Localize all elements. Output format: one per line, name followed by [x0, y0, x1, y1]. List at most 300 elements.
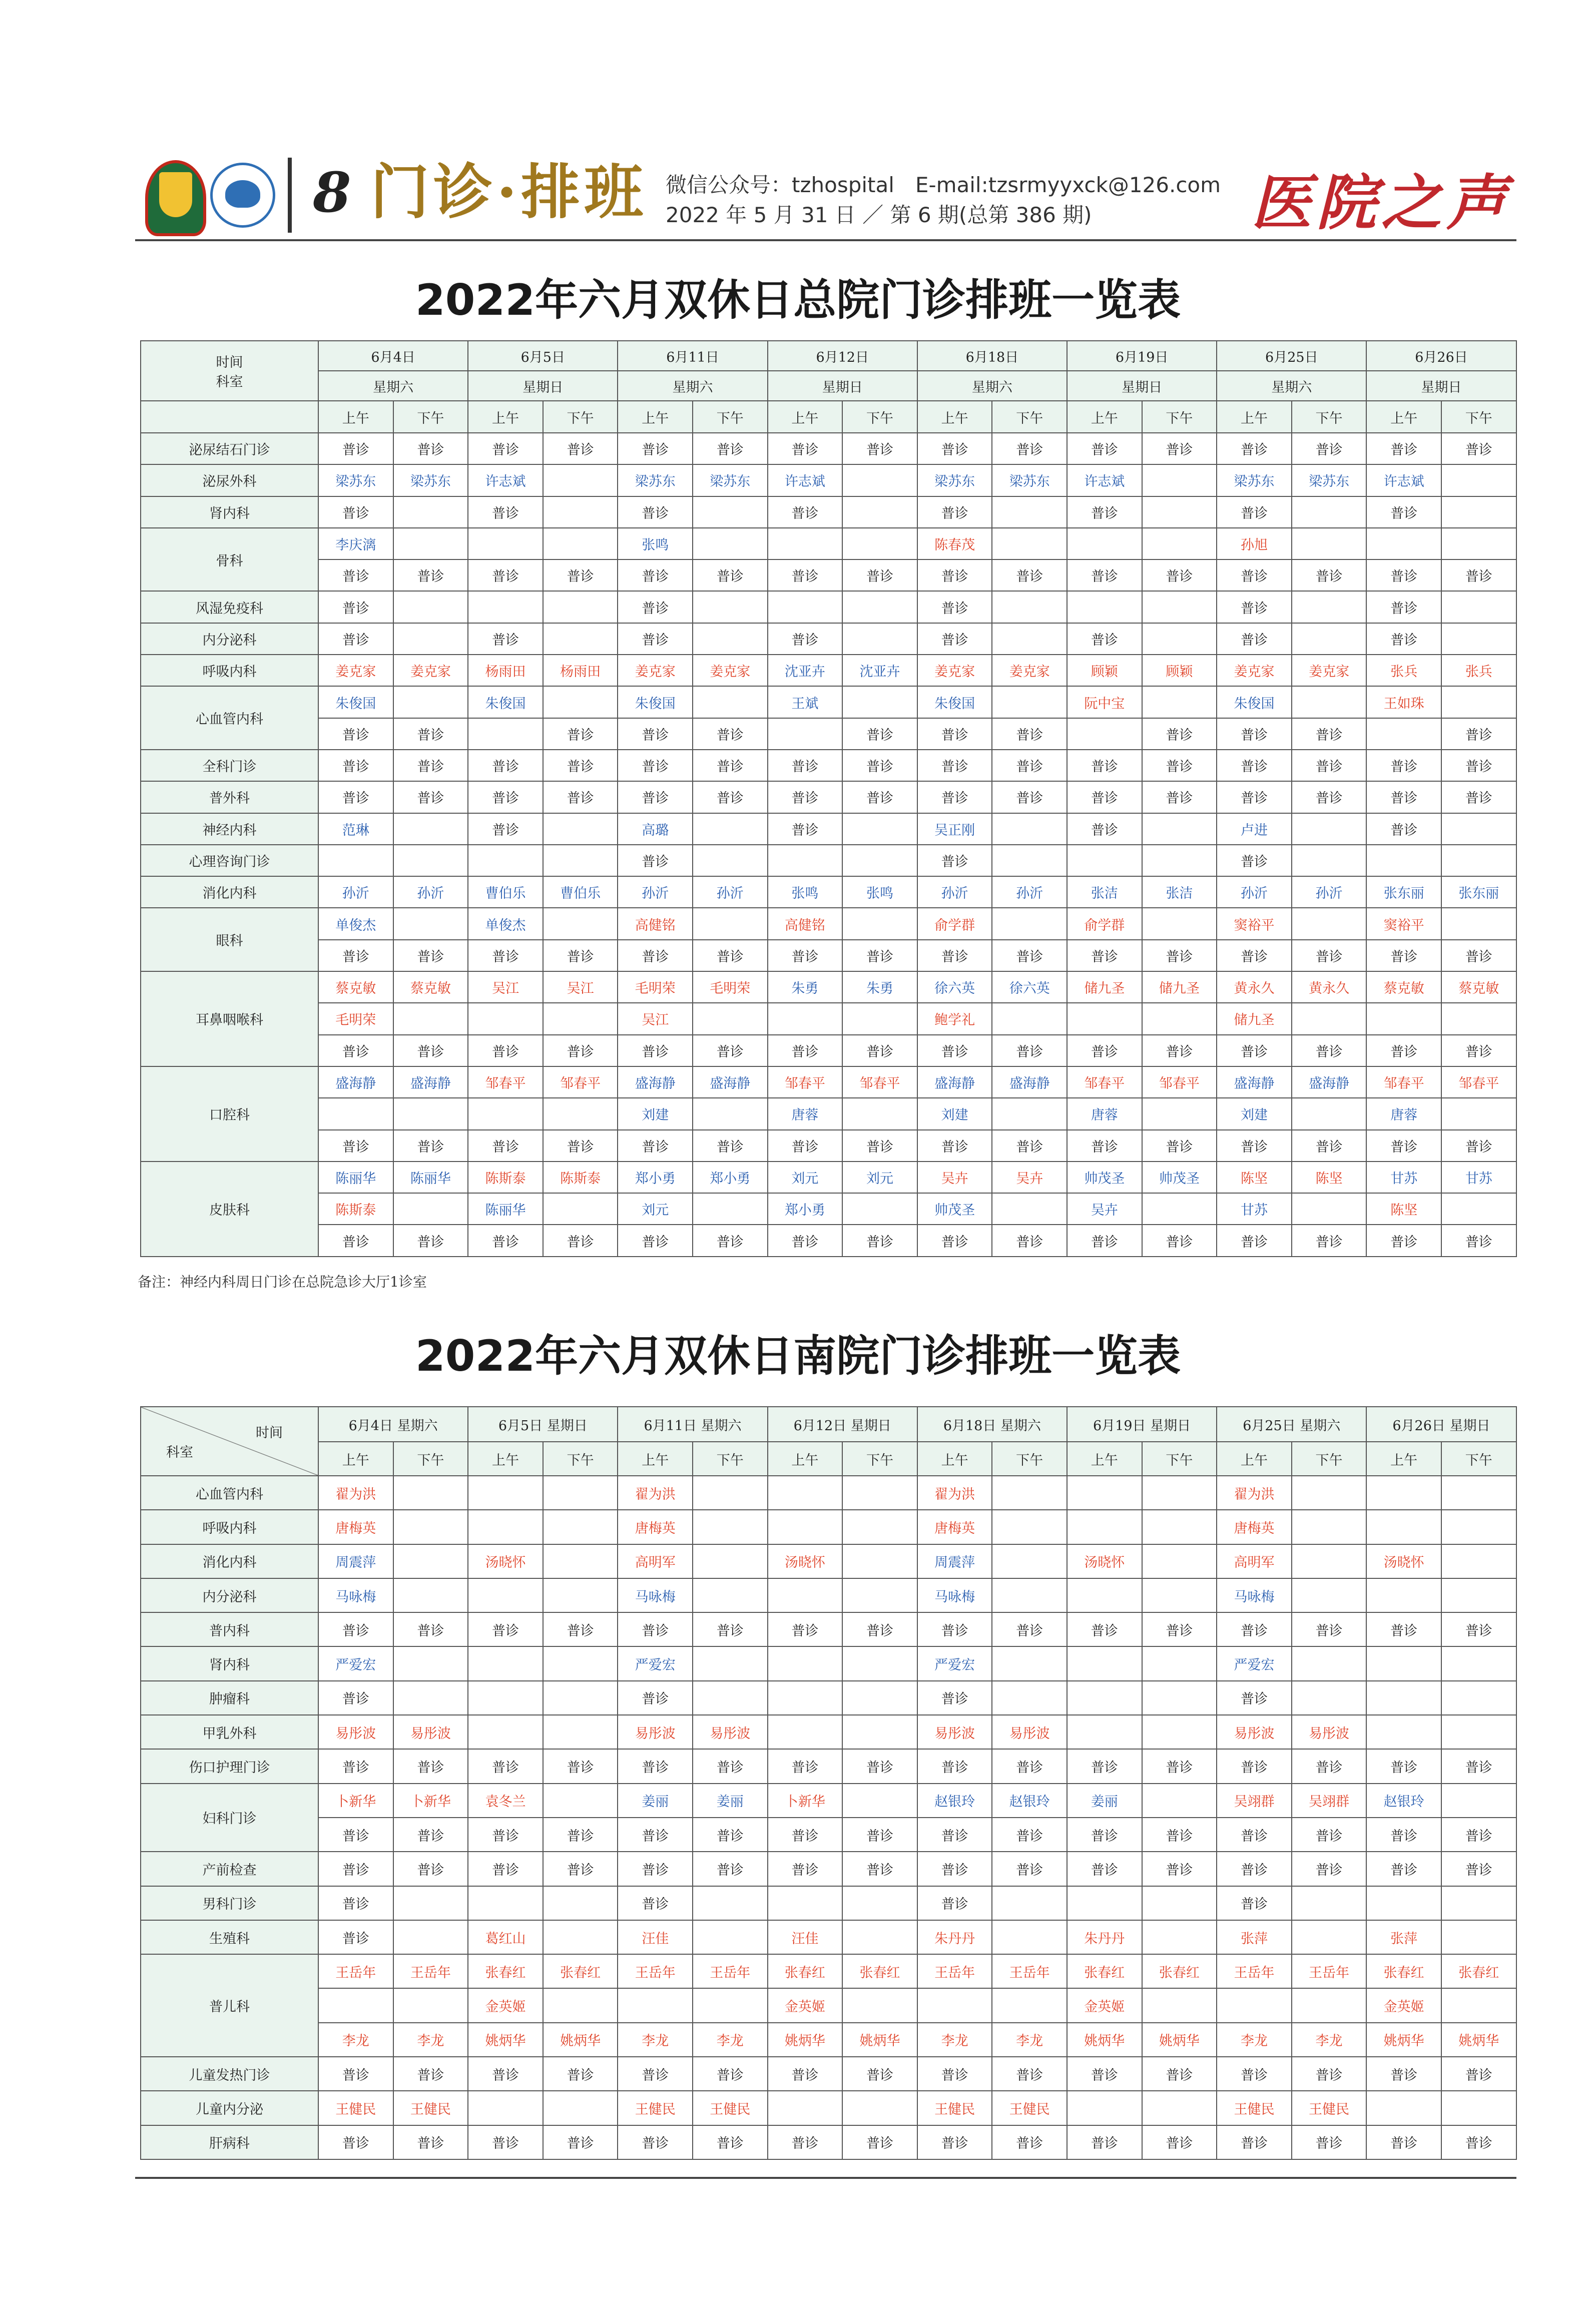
table-row: [141, 1715, 1516, 1749]
schedule-cell: 普诊: [1067, 1612, 1142, 1646]
schedule-cell: [1292, 1578, 1367, 1612]
schedule-cell: 张春红: [468, 1954, 543, 1988]
schedule-cell: 张鸣: [768, 876, 843, 908]
schedule-cell: [1441, 1003, 1516, 1034]
date-header: 6月5日: [468, 341, 618, 371]
schedule-cell: [543, 813, 618, 845]
schedule-cell: [768, 528, 843, 559]
schedule-cell: 姜克家: [318, 655, 393, 686]
schedule-cell: 普诊: [1142, 1225, 1217, 1256]
schedule-cell: 普诊: [318, 1130, 393, 1162]
schedule-cell: 普诊: [543, 1612, 618, 1646]
schedule-cell: 张东丽: [1441, 876, 1516, 908]
schedule-cell: [1441, 1193, 1516, 1225]
schedule-cell: 普诊: [1366, 1749, 1441, 1783]
table-row: [141, 1193, 1516, 1225]
schedule-cell: 杨雨田: [468, 655, 543, 686]
page-header: [135, 150, 1516, 240]
schedule-cell: 普诊: [1217, 559, 1292, 591]
schedule-cell: 普诊: [693, 559, 768, 591]
schedule-cell: 张春红: [768, 1954, 843, 1988]
schedule-cell: 徐六英: [992, 971, 1067, 1003]
schedule-cell: [842, 1920, 917, 1954]
schedule-cell: 梁苏东: [917, 464, 992, 496]
schedule-cell: 普诊: [1067, 1749, 1142, 1783]
hospital-badge-logo: [210, 163, 275, 228]
schedule-cell: [842, 623, 917, 655]
pm-header: 下午: [1292, 401, 1367, 433]
schedule-cell: 吴正刚: [917, 813, 992, 845]
footer-rule: [135, 2177, 1516, 2179]
schedule-cell: 普诊: [393, 2057, 468, 2091]
schedule-cell: 普诊: [618, 1035, 693, 1066]
corner-cell: [141, 1407, 318, 1476]
schedule-cell: [1217, 1988, 1292, 2022]
schedule-cell: 张春红: [1067, 1954, 1142, 1988]
schedule-cell: 卢进: [1217, 813, 1292, 845]
schedule-cell: 普诊: [1366, 623, 1441, 655]
schedule-cell: 普诊: [768, 623, 843, 655]
schedule-cell: 普诊: [992, 433, 1067, 464]
schedule-cell: [468, 1715, 543, 1749]
schedule-cell: [768, 1510, 843, 1544]
schedule-cell: 易彤波: [917, 1715, 992, 1749]
schedule-cell: 普诊: [992, 559, 1067, 591]
schedule-cell: 唐梅英: [917, 1510, 992, 1544]
schedule-cell: [992, 1578, 1067, 1612]
schedule-cell: 普诊: [1441, 718, 1516, 750]
schedule-cell: [693, 623, 768, 655]
schedule-cell: [1142, 2091, 1217, 2125]
schedule-cell: [1142, 496, 1217, 528]
schedule-cell: 普诊: [768, 781, 843, 813]
schedule-cell: [393, 813, 468, 845]
schedule-cell: 易彤波: [618, 1715, 693, 1749]
schedule-cell: [1366, 845, 1441, 876]
schedule-cell: 普诊: [842, 750, 917, 781]
schedule-cell: 盛海静: [693, 1066, 768, 1098]
schedule-cell: 陈丽华: [468, 1193, 543, 1225]
schedule-cell: [1142, 1003, 1217, 1034]
table-row: [141, 464, 1516, 496]
schedule-cell: [1292, 528, 1367, 559]
pm-header: 下午: [992, 401, 1067, 433]
schedule-cell: 普诊: [1217, 591, 1292, 623]
schedule-cell: 孙沂: [393, 876, 468, 908]
schedule-cell: 普诊: [393, 750, 468, 781]
schedule-cell: [1441, 1920, 1516, 1954]
schedule-cell: 普诊: [842, 1749, 917, 1783]
dept-cell: 风湿免疫科: [141, 591, 318, 623]
schedule-cell: 王岳年: [1217, 1954, 1292, 1988]
schedule-cell: 普诊: [992, 718, 1067, 750]
schedule-cell: 普诊: [468, 496, 543, 528]
am-header: 上午: [618, 401, 693, 433]
schedule-cell: 刘元: [842, 1162, 917, 1193]
schedule-cell: 郑小勇: [768, 1193, 843, 1225]
schedule-cell: [992, 1681, 1067, 1715]
schedule-cell: 普诊: [1292, 1852, 1367, 1886]
schedule-cell: 李龙: [917, 2023, 992, 2057]
schedule-cell: [543, 1784, 618, 1818]
schedule-cell: 蔡克敏: [393, 971, 468, 1003]
dept-cell: 消化内科: [141, 1544, 318, 1578]
schedule-cell: 陈斯泰: [318, 1193, 393, 1225]
schedule-cell: [1142, 1098, 1217, 1129]
schedule-cell: [1067, 1681, 1142, 1715]
schedule-cell: 李龙: [992, 2023, 1067, 2057]
dept-cell: 肾内科: [141, 1646, 318, 1680]
schedule-cell: 普诊: [1292, 750, 1367, 781]
dept-cell: 肿瘤科: [141, 1681, 318, 1715]
date-header: 6月12日: [768, 341, 917, 371]
dept-cell: 甲乳外科: [141, 1715, 318, 1749]
schedule-cell: 唐梅英: [618, 1510, 693, 1544]
schedule-cell: 王健民: [1292, 2091, 1367, 2125]
table-row: [141, 845, 1516, 876]
am-header: 上午: [768, 1442, 843, 1476]
schedule-cell: 甘苏: [1441, 1162, 1516, 1193]
day-header: 6月26日 星期日: [1366, 1407, 1516, 1442]
schedule-cell: 普诊: [917, 718, 992, 750]
schedule-cell: [1441, 1476, 1516, 1510]
schedule-cell: 许志斌: [1366, 464, 1441, 496]
schedule-cell: 张兵: [1366, 655, 1441, 686]
schedule-cell: 汤晓怀: [468, 1544, 543, 1578]
schedule-cell: 普诊: [1067, 1225, 1142, 1256]
schedule-cell: [1292, 1886, 1367, 1920]
schedule-cell: 普诊: [1441, 750, 1516, 781]
schedule-cell: 高健铭: [618, 908, 693, 939]
schedule-cell: [992, 623, 1067, 655]
schedule-cell: 张鸣: [618, 528, 693, 559]
schedule-cell: 普诊: [1366, 1130, 1441, 1162]
schedule-cell: 刘建: [917, 1098, 992, 1129]
schedule-cell: 普诊: [917, 623, 992, 655]
schedule-cell: [1142, 623, 1217, 655]
schedule-cell: [1292, 1920, 1367, 1954]
schedule-cell: 普诊: [318, 559, 393, 591]
schedule-cell: 普诊: [1217, 750, 1292, 781]
schedule-cell: 普诊: [393, 1225, 468, 1256]
schedule-cell: [1142, 1681, 1217, 1715]
am-header: 上午: [468, 401, 543, 433]
schedule-cell: 易彤波: [992, 1715, 1067, 1749]
schedule-cell: 普诊: [1366, 1818, 1441, 1852]
schedule-cell: [992, 686, 1067, 718]
schedule-cell: 普诊: [618, 2057, 693, 2091]
schedule-cell: 普诊: [468, 1749, 543, 1783]
schedule-cell: 赵银玲: [992, 1784, 1067, 1818]
table-row: [141, 559, 1516, 591]
schedule-cell: [1142, 845, 1217, 876]
schedule-cell: 普诊: [1217, 781, 1292, 813]
schedule-cell: 普诊: [318, 1920, 393, 1954]
schedule-cell: 普诊: [1067, 1130, 1142, 1162]
schedule-cell: [393, 686, 468, 718]
schedule-cell: 普诊: [917, 845, 992, 876]
schedule-cell: 普诊: [393, 1130, 468, 1162]
schedule-cell: [468, 1646, 543, 1680]
date-header: 6月25日: [1217, 341, 1366, 371]
schedule-cell: [393, 1578, 468, 1612]
schedule-cell: 王健民: [318, 2091, 393, 2125]
schedule-cell: 普诊: [1217, 1886, 1292, 1920]
schedule-cell: [1366, 1578, 1441, 1612]
schedule-cell: [1441, 623, 1516, 655]
schedule-cell: 普诊: [1067, 781, 1142, 813]
schedule-cell: 普诊: [1366, 1035, 1441, 1066]
schedule-cell: 普诊: [543, 1749, 618, 1783]
table-row: [141, 1612, 1516, 1646]
schedule-cell: [842, 1646, 917, 1680]
schedule-cell: [1441, 1578, 1516, 1612]
schedule-cell: 盛海静: [992, 1066, 1067, 1098]
dept-cell: 呼吸内科: [141, 1510, 318, 1544]
schedule-cell: 普诊: [318, 433, 393, 464]
schedule-cell: [842, 1784, 917, 1818]
pm-header: 下午: [393, 401, 468, 433]
am-header: 上午: [468, 1442, 543, 1476]
schedule-cell: 吴翊群: [1292, 1784, 1367, 1818]
schedule-cell: 普诊: [1217, 718, 1292, 750]
schedule-cell: 普诊: [917, 2125, 992, 2159]
schedule-cell: 王岳年: [393, 1954, 468, 1988]
schedule-cell: [1142, 1510, 1217, 1544]
table-row: [141, 1035, 1516, 1066]
schedule-cell: 普诊: [1292, 1035, 1367, 1066]
schedule-cell: 梁苏东: [992, 464, 1067, 496]
schedule-cell: 普诊: [1142, 718, 1217, 750]
schedule-cell: 普诊: [768, 2057, 843, 2091]
schedule-cell: 普诊: [1217, 1818, 1292, 1852]
schedule-cell: 易彤波: [1292, 1715, 1367, 1749]
schedule-cell: 普诊: [468, 781, 543, 813]
schedule-cell: 普诊: [768, 940, 843, 971]
schedule-cell: [318, 1988, 393, 2022]
schedule-cell: 普诊: [768, 1130, 843, 1162]
table-row: [141, 686, 1516, 718]
schedule-cell: 吴卉: [1067, 1193, 1142, 1225]
schedule-cell: 孙沂: [693, 876, 768, 908]
schedule-cell: [992, 1646, 1067, 1680]
schedule-cell: 张春红: [1366, 1954, 1441, 1988]
schedule-cell: 普诊: [842, 1130, 917, 1162]
schedule-cell: 普诊: [1292, 559, 1367, 591]
schedule-cell: 李龙: [393, 2023, 468, 2057]
schedule-cell: 普诊: [618, 623, 693, 655]
schedule-cell: 吴翊群: [1217, 1784, 1292, 1818]
schedule-cell: 杨雨田: [543, 655, 618, 686]
dept-cell: 泌尿外科: [141, 464, 318, 496]
schedule-cell: 卜新华: [318, 1784, 393, 1818]
schedule-cell: 普诊: [992, 781, 1067, 813]
schedule-cell: 普诊: [1441, 2125, 1516, 2159]
schedule-cell: [543, 1510, 618, 1544]
schedule-cell: [543, 1544, 618, 1578]
am-header: 上午: [1366, 1442, 1441, 1476]
schedule-cell: 孙沂: [1217, 876, 1292, 908]
schedule-cell: 姚炳华: [1441, 2023, 1516, 2057]
pm-header: 下午: [543, 401, 618, 433]
schedule-cell: 普诊: [1366, 781, 1441, 813]
schedule-cell: 普诊: [768, 1818, 843, 1852]
schedule-cell: 梁苏东: [318, 464, 393, 496]
schedule-cell: 刘建: [618, 1098, 693, 1129]
schedule-cell: 普诊: [1142, 1612, 1217, 1646]
schedule-cell: 普诊: [1142, 1749, 1217, 1783]
schedule-cell: 普诊: [992, 1852, 1067, 1886]
schedule-cell: 翟为洪: [318, 1476, 393, 1510]
schedule-cell: 普诊: [393, 1035, 468, 1066]
schedule-cell: 普诊: [917, 433, 992, 464]
schedule-cell: 普诊: [618, 559, 693, 591]
schedule-cell: [543, 1886, 618, 1920]
schedule-cell: 普诊: [318, 496, 393, 528]
header-row-ampm: [141, 401, 1516, 433]
schedule-cell: 普诊: [318, 1818, 393, 1852]
schedule-cell: 普诊: [393, 1852, 468, 1886]
schedule-cell: 普诊: [1217, 433, 1292, 464]
schedule-cell: 普诊: [393, 1749, 468, 1783]
schedule-cell: 孙沂: [992, 876, 1067, 908]
schedule-cell: 吴江: [468, 971, 543, 1003]
schedule-cell: [393, 591, 468, 623]
schedule-cell: 张洁: [1067, 876, 1142, 908]
schedule-cell: [1067, 1715, 1142, 1749]
schedule-cell: [992, 813, 1067, 845]
schedule-cell: [1292, 591, 1367, 623]
schedule-cell: 普诊: [1142, 559, 1217, 591]
table-row: [141, 528, 1516, 559]
table-row: [141, 1784, 1516, 1818]
dept-cell: 生殖科: [141, 1920, 318, 1954]
schedule-cell: 普诊: [992, 750, 1067, 781]
schedule-cell: [543, 1988, 618, 2022]
schedule-cell: [468, 718, 543, 750]
schedule-cell: 姜丽: [693, 1784, 768, 1818]
schedule-cell: [693, 1003, 768, 1034]
schedule-cell: 陈坚: [1217, 1162, 1292, 1193]
schedule-cell: [842, 1988, 917, 2022]
schedule-cell: 盛海静: [1217, 1066, 1292, 1098]
schedule-cell: [1441, 1886, 1516, 1920]
schedule-cell: 普诊: [842, 718, 917, 750]
page-number: 8: [313, 160, 351, 225]
schedule-cell: [768, 1681, 843, 1715]
schedule-cell: 普诊: [1217, 496, 1292, 528]
schedule-cell: 普诊: [618, 1130, 693, 1162]
table-row: [141, 433, 1516, 464]
schedule-cell: 邹春平: [842, 1066, 917, 1098]
schedule-cell: 翟为洪: [1217, 1476, 1292, 1510]
schedule-cell: 张洁: [1142, 876, 1217, 908]
schedule-cell: 盛海静: [1292, 1066, 1367, 1098]
table-row: [141, 750, 1516, 781]
schedule-cell: 普诊: [318, 2125, 393, 2159]
schedule-cell: [1441, 2091, 1516, 2125]
schedule-cell: [1067, 1578, 1142, 1612]
schedule-cell: [1292, 1476, 1367, 1510]
schedule-cell: 严爱宏: [917, 1646, 992, 1680]
schedule-cell: 范琳: [318, 813, 393, 845]
table-row: [141, 1003, 1516, 1034]
schedule-cell: 普诊: [842, 781, 917, 813]
schedule-cell: [1142, 464, 1217, 496]
schedule-cell: [393, 496, 468, 528]
schedule-cell: 普诊: [1142, 1035, 1217, 1066]
schedule-cell: 唐蓉: [1067, 1098, 1142, 1129]
schedule-cell: 普诊: [318, 1852, 393, 1886]
schedule-cell: 普诊: [618, 781, 693, 813]
schedule-cell: [992, 528, 1067, 559]
schedule-cell: 储九圣: [1217, 1003, 1292, 1034]
pm-header: 下午: [1142, 1442, 1217, 1476]
schedule-cell: 普诊: [393, 1612, 468, 1646]
schedule-cell: [1366, 1646, 1441, 1680]
schedule-cell: [393, 845, 468, 876]
schedule-cell: [393, 908, 468, 939]
schedule-cell: 普诊: [1441, 1749, 1516, 1783]
schedule-cell: [1142, 908, 1217, 939]
schedule-cell: 普诊: [842, 1852, 917, 1886]
schedule-cell: 姜克家: [917, 655, 992, 686]
schedule-cell: [1067, 1510, 1142, 1544]
schedule-cell: [543, 686, 618, 718]
corner-dept-label: 科室: [216, 374, 243, 390]
schedule-cell: [393, 1920, 468, 1954]
schedule-cell: [543, 1578, 618, 1612]
schedule-cell: 朱俊国: [917, 686, 992, 718]
schedule-cell: 梁苏东: [393, 464, 468, 496]
schedule-cell: 普诊: [618, 1681, 693, 1715]
schedule-cell: [618, 1988, 693, 2022]
schedule-cell: 普诊: [468, 559, 543, 591]
schedule-cell: [992, 496, 1067, 528]
schedule-cell: 高明军: [1217, 1544, 1292, 1578]
schedule-cell: 普诊: [992, 1612, 1067, 1646]
schedule-cell: [693, 1544, 768, 1578]
schedule-cell: 普诊: [618, 591, 693, 623]
schedule-cell: [1142, 1784, 1217, 1818]
schedule-cell: 普诊: [468, 1035, 543, 1066]
schedule-cell: 普诊: [1366, 750, 1441, 781]
schedule-cell: [1142, 1578, 1217, 1612]
schedule-cell: 普诊: [992, 1749, 1067, 1783]
schedule-cell: 普诊: [768, 750, 843, 781]
schedule-cell: 普诊: [1142, 433, 1217, 464]
schedule-cell: [842, 1098, 917, 1129]
corner-cell: [141, 341, 318, 401]
schedule-cell: 姜克家: [393, 655, 468, 686]
schedule-cell: [842, 1715, 917, 1749]
table-row: [141, 781, 1516, 813]
schedule-cell: 陈丽华: [393, 1162, 468, 1193]
schedule-cell: 普诊: [618, 433, 693, 464]
weekday-header: 星期日: [768, 371, 917, 401]
schedule-cell: 徐六英: [917, 971, 992, 1003]
schedule-cell: 普诊: [917, 1612, 992, 1646]
schedule-cell: 曹伯乐: [468, 876, 543, 908]
schedule-cell: 普诊: [1217, 1852, 1292, 1886]
schedule-cell: [842, 686, 917, 718]
schedule-cell: 普诊: [1217, 2125, 1292, 2159]
schedule-cell: 普诊: [693, 1612, 768, 1646]
schedule-cell: 储九圣: [1142, 971, 1217, 1003]
schedule-cell: [768, 1715, 843, 1749]
schedule-cell: [842, 464, 917, 496]
schedule-cell: 普诊: [693, 718, 768, 750]
